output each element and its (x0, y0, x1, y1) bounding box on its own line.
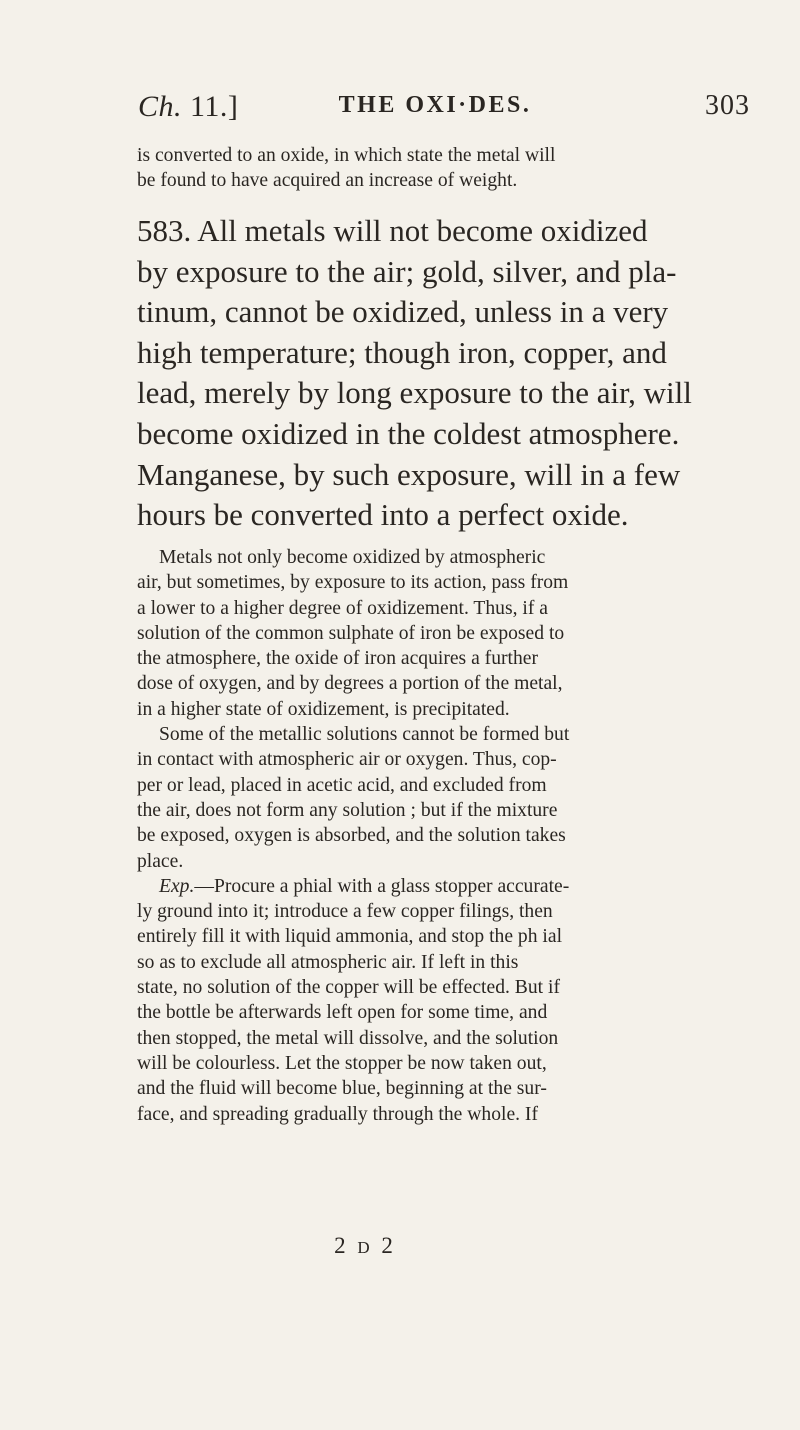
text-line: be found to have acquired an increase of weight. (137, 170, 518, 191)
text-line: ly ground into it; introduce a few copper filings, then (137, 901, 553, 923)
text-line: by exposure to the air; gold, silver, and pla- (137, 253, 677, 289)
text-line: dose of oxygen, and by degrees a portion of the metal, (137, 673, 563, 695)
chapter-reference (138, 90, 238, 124)
text-line: lead, merely by long exposure to the air, will (137, 375, 692, 411)
text-line: then stopped, the metal will dissolve, and the solution (137, 1027, 559, 1049)
small-print-body (137, 545, 755, 1127)
text-line: a lower to a higher degree of oxidizement. Thus, if a (137, 597, 548, 619)
text-line: the bottle be afterwards left open for some time, and (137, 1002, 548, 1024)
page-number: 303 (705, 90, 750, 121)
text-line: place. (137, 850, 184, 872)
text-line: Manganese, by such exposure, will in a few (137, 456, 681, 492)
text-line: in contact with atmospheric air or oxygen. Thus, cop- (137, 749, 557, 771)
text-line: face, and spreading gradually through the whole. If (137, 1103, 538, 1125)
text-line: will be colourless. Let the stopper be now taken out, (137, 1052, 547, 1074)
text-line: state, no solution of the copper will be effected. But if (137, 977, 560, 999)
text-line: is converted to an oxide, in which state the metal will (137, 145, 556, 166)
text-line: Some of the metallic solutions cannot be formed but (159, 724, 570, 746)
text-line: hours be converted into a perfect oxide. (137, 497, 629, 533)
text-line: high temperature; though iron, copper, and (137, 334, 667, 370)
text-line: 583. All metals will not become oxidized (137, 213, 648, 248)
running-title: THE OXI·DES. (338, 92, 532, 118)
experiment-first-text: —Procure a phial with a glass stopper accurate- (194, 875, 570, 897)
text-line: the atmosphere, the oxide of iron acquires a further (137, 648, 538, 670)
text-line: per or lead, placed in acetic acid, and excluded from (137, 774, 547, 796)
text-line: Metals not only become oxidized by atmospheric (159, 547, 546, 568)
text-line: and the fluid will become blue, beginning at the sur- (137, 1078, 547, 1100)
signature-mark (300, 1233, 430, 1259)
text-line: the air, does not form any solution ; but if the mixture (137, 799, 558, 821)
experiment-first-line (137, 874, 755, 899)
intro-paragraph (137, 143, 755, 193)
text-line: air, but sometimes, by exposure to its action, pass from (137, 572, 569, 594)
text-line: entirely fill it with liquid ammonia, and stop the ph ial (137, 926, 563, 948)
text-line: solution of the common sulphate of iron be exposed to (137, 622, 565, 644)
text-line: in a higher state of oxidizement, is precipitated. (137, 698, 510, 720)
signature-left: 2 (334, 1233, 349, 1258)
chapter-prefix: Ch. (138, 90, 183, 123)
text-line: become oxidized in the coldest atmosphere. (137, 415, 680, 451)
text-line: so as to exclude all atmospheric air. If left in this (137, 951, 519, 973)
signature-right: 2 (381, 1233, 396, 1258)
chapter-number: 11.] (182, 90, 239, 123)
signature-middle: D (357, 1238, 373, 1257)
experiment-label: Exp. (159, 875, 195, 897)
text-line: be exposed, oxygen is absorbed, and the solution takes (137, 825, 566, 847)
text-line: tinum, cannot be oxidized, unless in a very (137, 294, 669, 330)
section-583 (137, 211, 755, 536)
running-header (138, 90, 750, 130)
